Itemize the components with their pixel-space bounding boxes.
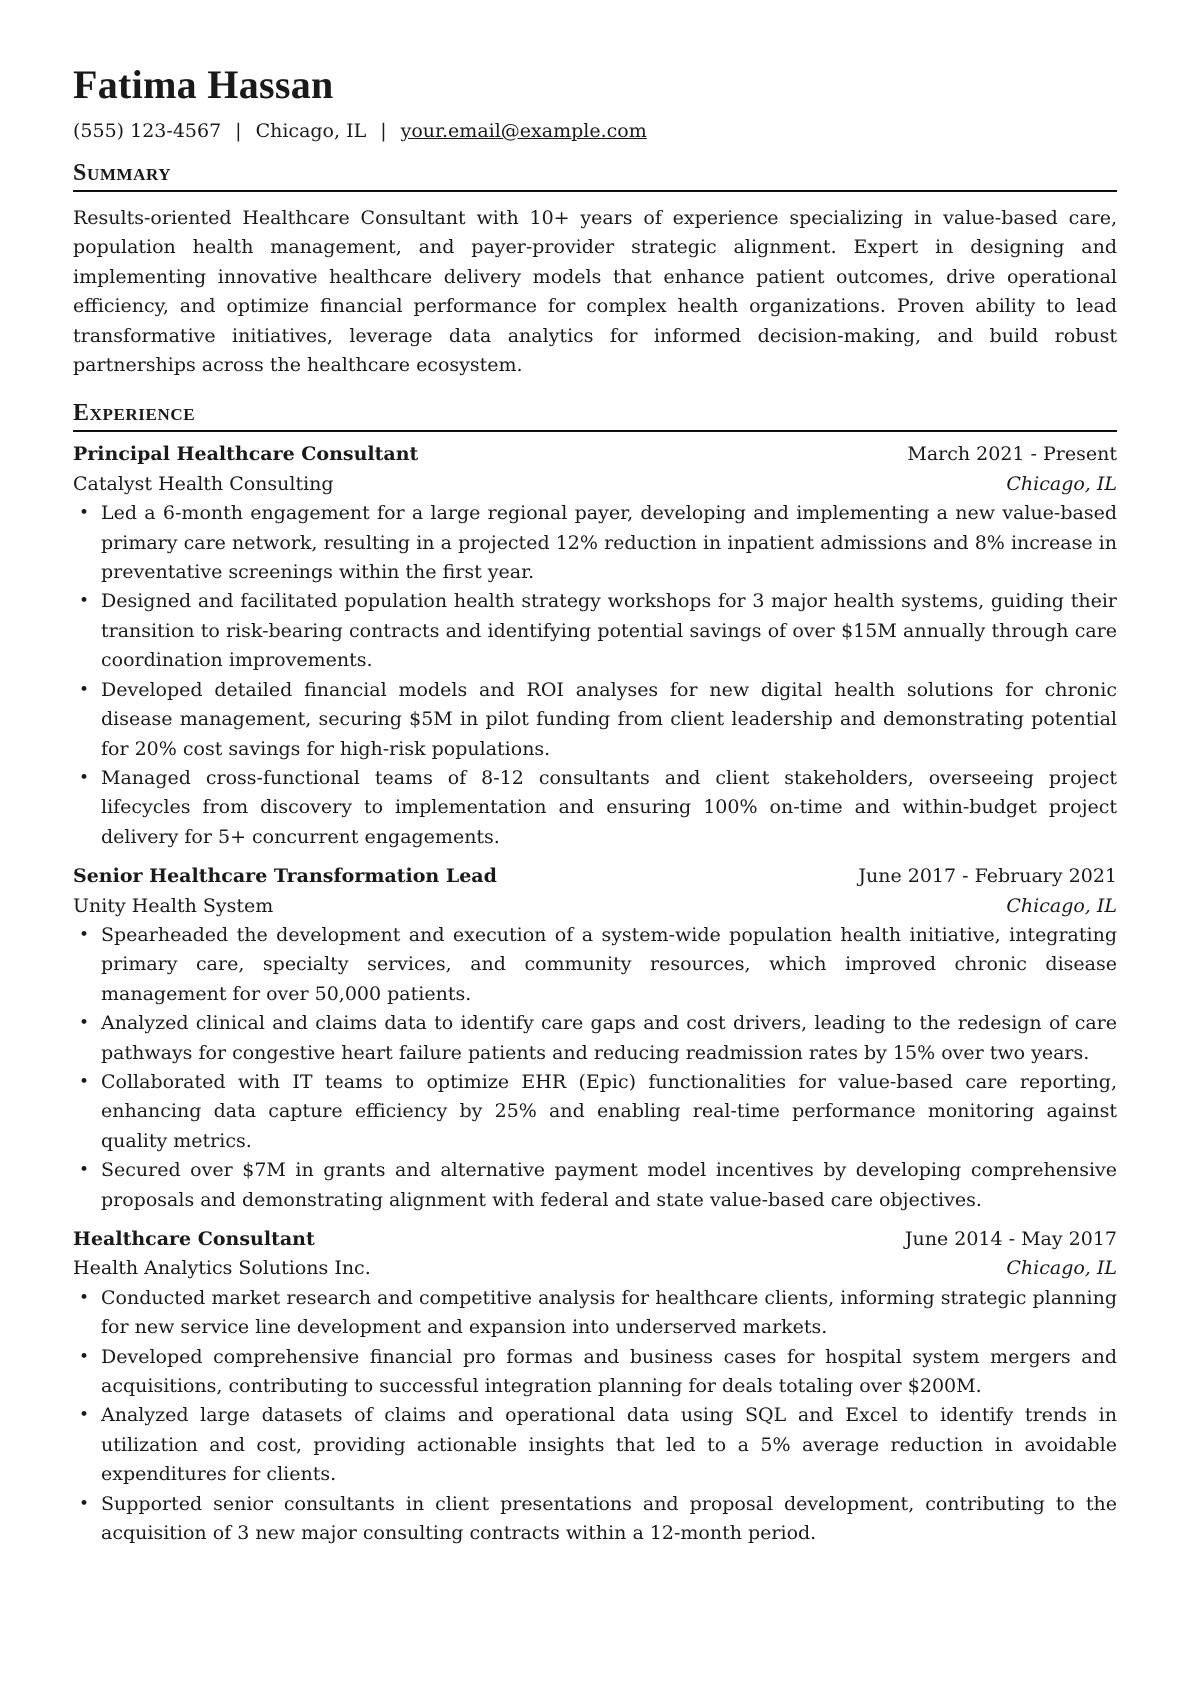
job-entry bbox=[73, 862, 1117, 1215]
candidate-name: Fatima Hassan bbox=[73, 62, 334, 107]
job-title: Principal Healthcare Consultant bbox=[73, 443, 419, 466]
job-company: Health Analytics Solutions Inc. bbox=[73, 1257, 371, 1280]
job-bullet: • Collaborated with IT teams to optimize EHR (Epic) functionalities for value-based care reporting, enhancing data capture efficiency by 25% and enabling real-time performance monitoring against quality metrics. bbox=[101, 1068, 1117, 1156]
job-title: Healthcare Consultant bbox=[73, 1228, 315, 1250]
job-bullet: • Spearheaded the development and execution of a system-wide population health initiative, integrating primary care, specialty services, and community resources, which improved chronic disease management for over 50,000 patients. bbox=[101, 921, 1117, 1009]
job-bullet-list bbox=[73, 921, 1117, 1215]
job-header-row bbox=[73, 1225, 1117, 1254]
job-bullet: • Developed comprehensive financial pro formas and business cases for hospital system mergers and acquisitions, contributing to successful integration planning for deals totaling over $200M. bbox=[101, 1343, 1117, 1402]
experience-section bbox=[73, 398, 1117, 1548]
section-title-summary: Summary bbox=[73, 158, 1117, 192]
job-company: Unity Health System bbox=[73, 894, 274, 917]
job-bullet: • Developed detailed financial models and ROI analyses for new digital health solutions for chronic disease management, securing $5M in pilot funding from client leadership and demonstrating potential for 20% cost savings for high-risk populations. bbox=[101, 676, 1117, 764]
job-title: Senior Healthcare Transformation Lead bbox=[73, 865, 497, 888]
job-bullet-list bbox=[73, 1284, 1117, 1549]
job-entry bbox=[73, 1225, 1117, 1548]
job-company-row bbox=[73, 892, 1117, 921]
job-bullet: • Conducted market research and competitive analysis for healthcare clients, informing strategic planning for new service line development and expansion into underserved markets. bbox=[101, 1284, 1117, 1343]
job-dates: June 2014 - May 2017 bbox=[904, 1228, 1117, 1250]
contact-email-link[interactable]: your.email@example.com bbox=[400, 120, 647, 142]
job-company: Catalyst Health Consulting bbox=[73, 472, 334, 495]
contact-line bbox=[73, 116, 1117, 146]
job-bullet: • Secured over $7M in grants and alternative payment model incentives by developing comprehensive proposals and demonstrating alignment with federal and state value-based care objectives. bbox=[101, 1156, 1117, 1215]
job-location: Chicago, IL bbox=[1006, 1257, 1117, 1280]
job-location: Chicago, IL bbox=[1006, 894, 1117, 917]
job-bullet: • Managed cross-functional teams of 8-12 consultants and client stakeholders, overseeing project lifecycles from discovery to implementation and ensuring 100% on-time and within-budget project delivery for 5+ concurrent engagements. bbox=[101, 764, 1117, 852]
job-entry bbox=[73, 440, 1117, 852]
summary-text: Results-oriented Healthcare Consultant with 10+ years of experience specializing in value-based care, population health management, and payer-provider strategic alignment. Expert in designing and implementing innovative healthcare delivery models that enhance patient outcomes, drive operational efficiency, and optimize financial performance for complex health organizations. Proven ability to lead transformative initiatives, leverage data analytics for informed decision-making, and build robust partnerships across the healthcare ecosystem. bbox=[73, 207, 1117, 377]
job-header-row bbox=[73, 440, 1117, 469]
contact-phone: (555) 123-4567 bbox=[73, 120, 222, 142]
job-bullet: • Led a 6-month engagement for a large regional payer, developing and implementing a new value-based primary care network, resulting in a projected 12% reduction in inpatient admissions and 8% increase in preventative screenings within the first year. bbox=[101, 499, 1117, 587]
summary-section bbox=[73, 158, 1117, 380]
contact-location: Chicago, IL bbox=[255, 120, 367, 142]
contact-separator: | bbox=[380, 120, 387, 142]
job-bullet-list bbox=[73, 499, 1117, 852]
contact-separator: | bbox=[235, 120, 242, 142]
job-company-row bbox=[73, 1254, 1117, 1283]
section-title-experience: Experience bbox=[73, 398, 1117, 432]
job-bullet: • Supported senior consultants in client presentations and proposal development, contributing to the acquisition of 3 new major consulting contracts within a 12-month period. bbox=[101, 1490, 1117, 1549]
job-location: Chicago, IL bbox=[1006, 472, 1117, 495]
job-dates: March 2021 - Present bbox=[907, 443, 1117, 466]
job-company-row bbox=[73, 470, 1117, 499]
job-dates: June 2017 - February 2021 bbox=[858, 865, 1117, 888]
job-bullet: • Analyzed clinical and claims data to identify care gaps and cost drivers, leading to the redesign of care pathways for congestive heart failure patients and reducing readmission rates by 15% over two years. bbox=[101, 1009, 1117, 1068]
job-bullet: • Designed and facilitated population health strategy workshops for 3 major health systems, guiding their transition to risk-bearing contracts and identifying potential savings of over $15M annually through care coordination improvements. bbox=[101, 587, 1117, 675]
job-header-row bbox=[73, 862, 1117, 891]
job-bullet: • Analyzed large datasets of claims and operational data using SQL and Excel to identify trends in utilization and cost, providing actionable insights that led to a 5% average reduction in avoidable expenditures for clients. bbox=[101, 1401, 1117, 1489]
